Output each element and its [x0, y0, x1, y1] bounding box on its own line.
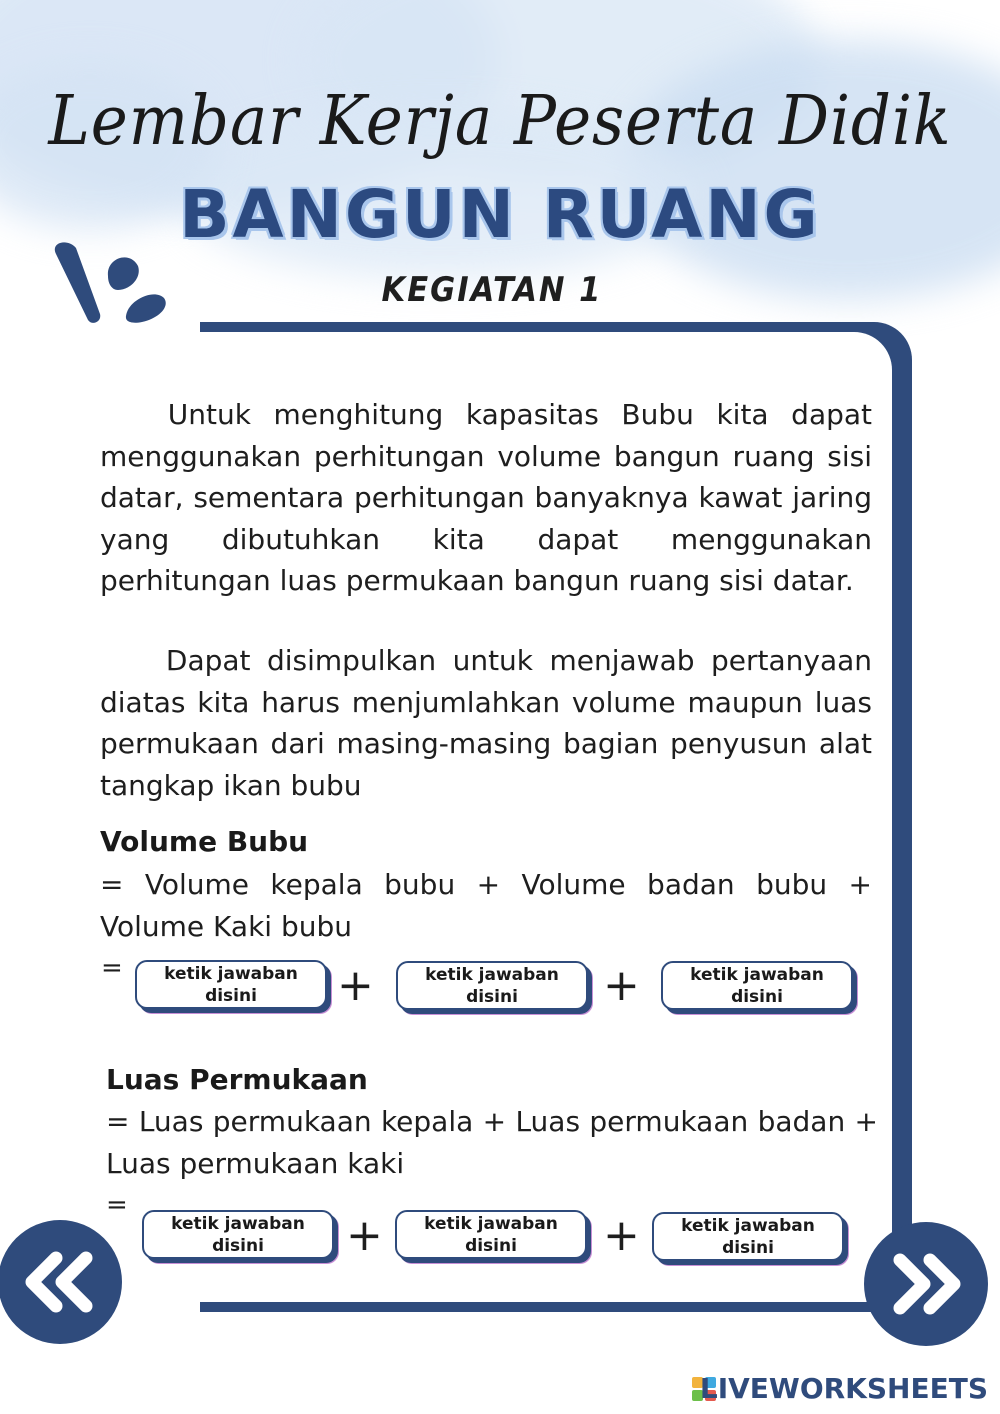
previous-page-button[interactable]: [0, 1220, 122, 1344]
luas-answer-input-1[interactable]: ketik jawaban disini: [142, 1210, 334, 1259]
luas-answer-input-3[interactable]: ketik jawaban disini: [652, 1212, 844, 1261]
volume-answer-input-2[interactable]: ketik jawaban disini: [396, 961, 588, 1010]
page-title: BANGUN RUANG: [179, 176, 821, 253]
luas-answer-input-2[interactable]: ketik jawaban disini: [395, 1210, 587, 1259]
splash-decoration-icon: [46, 236, 176, 336]
volume-formula: = Volume kepala bubu + Volume badan bubu + Volume Kaki bubu: [100, 868, 872, 943]
volume-equals-sign: =: [101, 953, 123, 983]
double-chevron-left-icon: [0, 1220, 122, 1344]
plus-sign: +: [603, 960, 640, 1011]
volume-section-title: Volume Bubu: [100, 825, 309, 858]
next-page-button[interactable]: [864, 1222, 988, 1346]
volume-answer-input-3[interactable]: ketik jawaban disini: [661, 961, 853, 1010]
volume-answer-input-1[interactable]: ketik jawaban disini: [135, 960, 327, 1009]
luas-section-title: Luas Permukaan: [106, 1063, 368, 1096]
plus-sign: +: [337, 960, 374, 1011]
conclusion-paragraph: Dapat disimpulkan untuk menjawab pertanyaan diatas kita harus menjumlahkan volume maupun luas permukaan dari masing-masing bagian penyusun alat tangkap ikan bubu: [100, 644, 872, 802]
brand-name[interactable]: LIVEWORKSHEETS: [699, 1372, 988, 1405]
script-title: Lembar Kerja Peserta Didik: [48, 82, 952, 161]
activity-subtitle: KEGIATAN 1: [381, 270, 603, 310]
intro-paragraph: Untuk menghitung kapasitas Bubu kita dapat menggunakan perhitungan volume bangun ruang sisi datar, sementara perhitungan banyaknya kawat jaring yang dibutuhkan kita dapat menggunakan perhitungan luas permukaan bangun ruang sisi datar.: [100, 398, 873, 597]
plus-sign: +: [603, 1210, 640, 1261]
plus-sign: +: [346, 1210, 383, 1261]
luas-formula: = Luas permukaan kepala + Luas permukaan badan + Luas permukaan kaki: [106, 1105, 878, 1180]
luas-equals-sign: =: [106, 1190, 128, 1220]
double-chevron-right-icon: [864, 1222, 988, 1346]
